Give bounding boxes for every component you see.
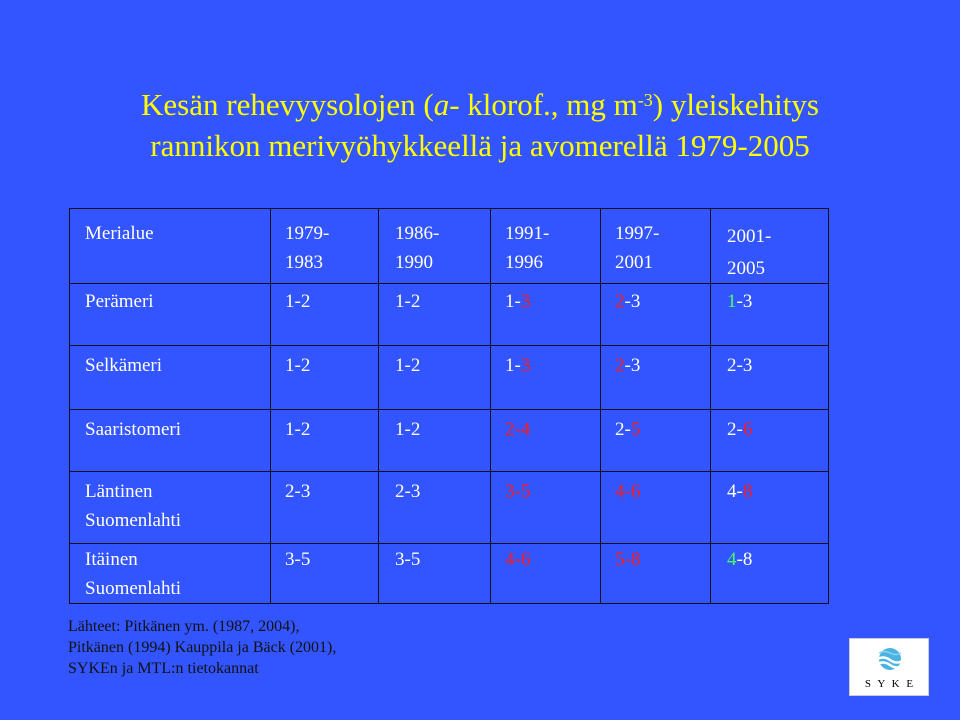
table-row-divider xyxy=(70,283,828,284)
table-value-cell: 1-2 xyxy=(285,419,311,440)
syke-logo-icon xyxy=(850,639,930,697)
row-area-label: Selkämeri xyxy=(85,355,163,376)
table-value-cell: 2-3 xyxy=(395,481,421,502)
table-value-cell: 1-2 xyxy=(395,291,421,312)
table-row-divider xyxy=(70,543,828,544)
table-value-cell: 5-8 xyxy=(615,549,641,570)
table-row-divider xyxy=(70,409,828,410)
table-row-divider xyxy=(70,345,828,346)
slide-title xyxy=(0,84,960,166)
source-line: Pitkänen (1994) Kauppila ja Bäck (2001), xyxy=(68,639,337,656)
table-value-cell: 1-2 xyxy=(285,355,311,376)
column-header: 1986- 1990 xyxy=(395,223,440,273)
title-line-2: rannikon merivyöhykkeellä ja avomerellä 1979-2005 xyxy=(150,128,810,163)
table-value-cell: 4-6 xyxy=(505,549,531,570)
table-value-cell: 2-3 xyxy=(727,355,753,376)
column-header: 1991- 1996 xyxy=(505,223,550,273)
chlorophyll-table xyxy=(69,208,829,604)
column-header: 1997- 2001 xyxy=(615,223,660,273)
row-area-label: Itäinen Suomenlahti xyxy=(85,549,182,599)
sources-note xyxy=(68,616,336,679)
row-area-label: Läntinen Suomenlahti xyxy=(85,481,182,531)
table-value-cell: 2-3 xyxy=(615,291,641,312)
column-header: Merialue xyxy=(85,223,154,244)
row-area-label: Saaristomeri xyxy=(85,419,182,440)
table-value-cell: 4-8 xyxy=(727,549,753,570)
table-value-cell: 1-2 xyxy=(395,355,421,376)
table-value-cell: 4-8 xyxy=(727,481,753,502)
table-value-cell: 1-2 xyxy=(285,291,311,312)
column-header: 1979- 1983 xyxy=(285,223,330,273)
table-value-cell: 1-2 xyxy=(395,419,421,440)
table-value-cell: 3-5 xyxy=(395,549,421,570)
source-line: SYKEn ja MTL:n tietokannat xyxy=(68,660,259,677)
source-line: Lähteet: Pitkänen ym. (1987, 2004), xyxy=(68,618,300,635)
table-value-cell: 2-4 xyxy=(505,419,531,440)
table-value-cell: 3-5 xyxy=(285,549,311,570)
table-value-cell: 2-6 xyxy=(727,419,753,440)
table-value-cell: 3-5 xyxy=(505,481,531,502)
table-value-cell: 1-3 xyxy=(727,291,753,312)
syke-logo xyxy=(849,638,929,696)
column-header: 2001- 2005 xyxy=(727,226,772,279)
table-row-divider xyxy=(70,471,828,472)
row-area-label: Perämeri xyxy=(85,291,154,312)
table-value-cell: 2-3 xyxy=(615,355,641,376)
table-value-cell: 2-3 xyxy=(285,481,311,502)
table-value-cell: 1-3 xyxy=(505,291,531,312)
syke-logo-text: S Y K E xyxy=(864,678,916,690)
table-value-cell: 1-3 xyxy=(505,355,531,376)
table-value-cell: 2-5 xyxy=(615,419,641,440)
title-line-1: Kesän rehevyysolojen (a- klorof., mg $m^{-3}$) yleiskehitys xyxy=(141,87,819,122)
table-value-cell: 4-6 xyxy=(615,481,641,502)
